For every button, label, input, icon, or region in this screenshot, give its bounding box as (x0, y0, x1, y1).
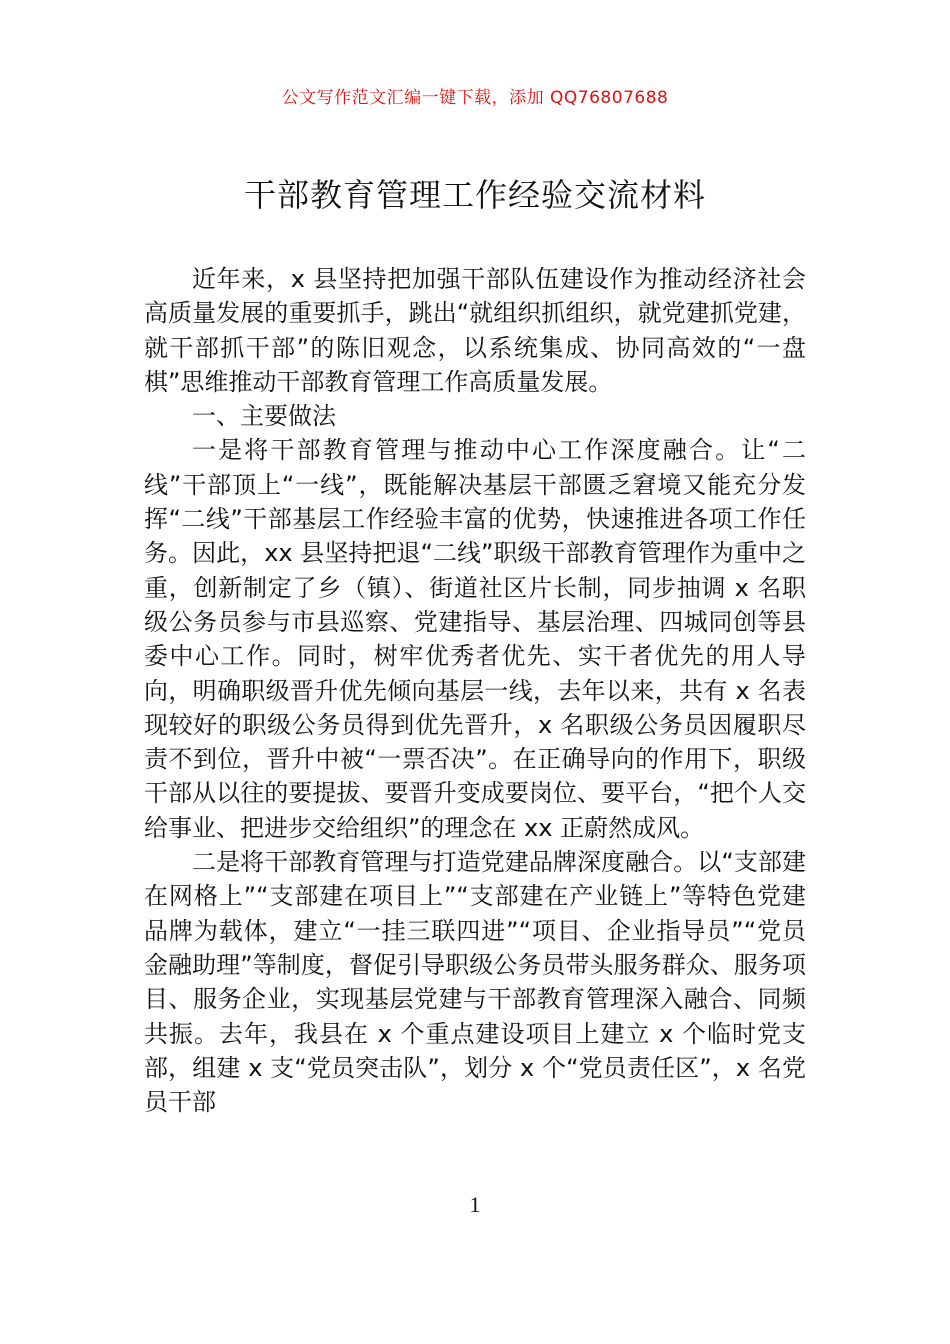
document-body (144, 262, 806, 1119)
body-paragraph: 一是将干部教育管理与推动中心工作深度融合。让“二线”干部顶上“一线”，既能解决基层干部匮乏窘境又能充分发挥“二线”干部基层工作经验丰富的优势，快速推进各项工作任务。因此，xx 县坚持把退“二线”职级干部教育管理作为重中之重，创新制定了乡（镇）、街道社区片长制，同步抽调 x 名职级公务员参与市县巡察、党建指导、基层治理、四城同创等县委中心工作。同时，树牢优秀者优先、实干者优先的用人导向，明确职级晋升优先倾向基层一线，去年以来，共有 x 名表现较好的职级公务员得到优先晋升，x 名职级公务员因履职尽责不到位，晋升中被“一票否决”。在正确导向的作用下，职级干部从以往的要提拔、要晋升变成要岗位、要平台，“把个人交给事业、把进步交给组织”的理念在 xx 正蔚然成风。 (144, 436, 806, 842)
page-number: 1 (469, 1192, 481, 1217)
section-heading: 一、主要做法 (192, 402, 336, 431)
intro-paragraph: 近年来，x 县坚持把加强干部队伍建设作为推动经济社会高质量发展的重要抓手，跳出“就组织抓组织，就党建抓党建，就干部抓干部”的陈旧观念，以系统集成、协同高效的“一盘棋”思维推动干部教育管理工作高质量发展。 (144, 265, 806, 396)
watermark-download-notice: 公文写作范文汇编一键下载，添加 QQ76807688 (281, 88, 669, 108)
body-paragraph: 二是将干部教育管理与打造党建品牌深度融合。以“支部建在网格上”“支部建在项目上”“支部建在产业链上”等特色党建品牌为载体，建立“一挂三联四进”“项目、企业指导员”“党员金融助理”等制度，督促引导职级公务员带头服务群众、服务项目、服务企业，实现基层党建与干部教育管理深入融合、同频共振。去年，我县在 x 个重点建设项目上建立 x 个临时党支部，组建 x 支“党员突击队”，划分 x 个“党员责任区”，x 名党员干部 (144, 848, 806, 1117)
document-title: 干部教育管理工作经验交流材料 (243, 176, 706, 214)
